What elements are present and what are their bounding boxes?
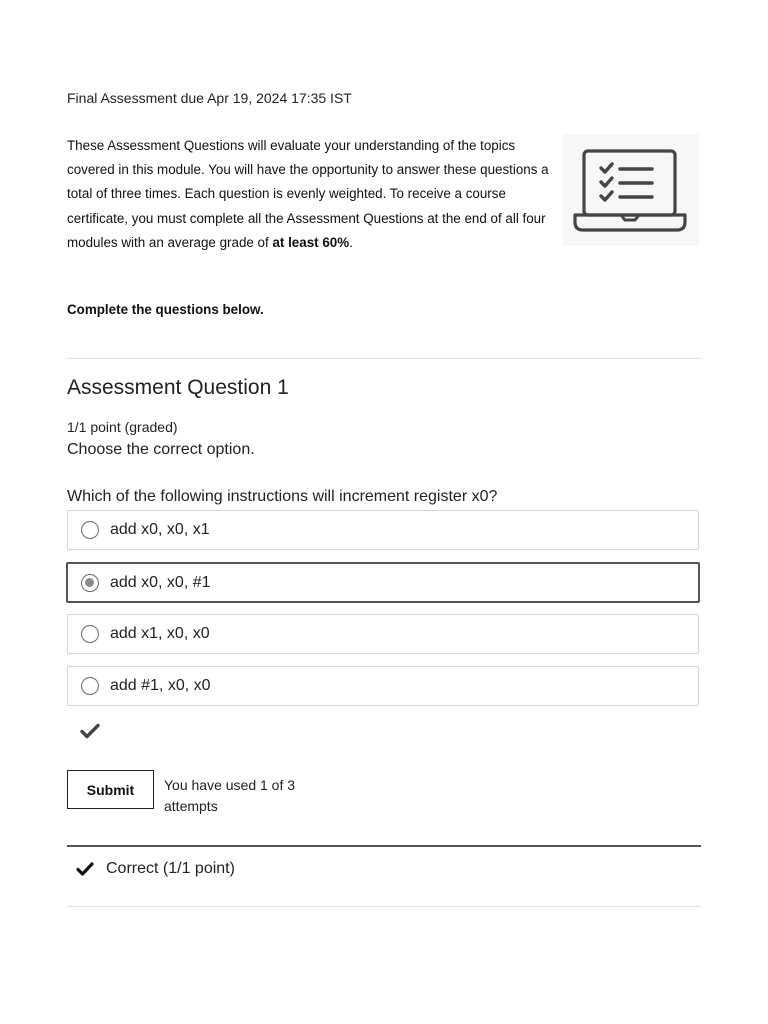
feedback-divider xyxy=(67,845,701,847)
feedback-text: Correct (1/1 point) xyxy=(106,860,235,877)
radio-button-selected[interactable] xyxy=(81,574,99,592)
radio-button[interactable] xyxy=(81,521,99,539)
instruction-text: Complete the questions below. xyxy=(67,302,264,317)
attempts-text: You have used 1 of 3 attempts xyxy=(164,777,296,814)
option-3[interactable] xyxy=(67,614,699,654)
intro-paragraph xyxy=(67,134,562,255)
due-date-text: Final Assessment due Apr 19, 2024 17:35 IST xyxy=(67,90,352,106)
option-1[interactable] xyxy=(67,510,699,550)
intro-bold-text: at least 60% xyxy=(272,234,350,250)
question-title: Assessment Question 1 xyxy=(67,376,289,399)
feedback-message xyxy=(67,858,701,880)
section-divider xyxy=(67,358,701,359)
bottom-divider xyxy=(67,906,701,907)
intro-end-text: . xyxy=(349,234,353,250)
question-hint: Choose the correct option. xyxy=(67,441,255,458)
radio-button[interactable] xyxy=(81,625,99,643)
laptop-checklist-icon xyxy=(563,134,699,246)
question-text: Which of the following instructions will increment register x0? xyxy=(67,488,498,505)
option-label: add #1, x0, x0 xyxy=(110,677,211,694)
submit-button[interactable]: Submit xyxy=(67,770,154,809)
option-2[interactable] xyxy=(66,562,700,603)
checkmark-icon xyxy=(76,861,94,877)
intro-text: These Assessment Questions will evaluate your understanding of the topics covered in this module. You will have the opportunity to answer these questions a total of three times. Each question is evenly weighted. To receive a course certificate, you must complete all the Assessment Questions at the end of all four modules with an average grade of xyxy=(67,138,549,250)
question-points: 1/1 point (graded) xyxy=(67,419,178,435)
option-label: add x0, x0, #1 xyxy=(110,573,211,591)
option-4[interactable] xyxy=(67,666,699,706)
option-label: add x1, x0, x0 xyxy=(110,625,210,642)
option-label: add x0, x0, x1 xyxy=(110,521,210,538)
checkmark-icon xyxy=(80,722,100,740)
radio-button[interactable] xyxy=(81,677,99,695)
